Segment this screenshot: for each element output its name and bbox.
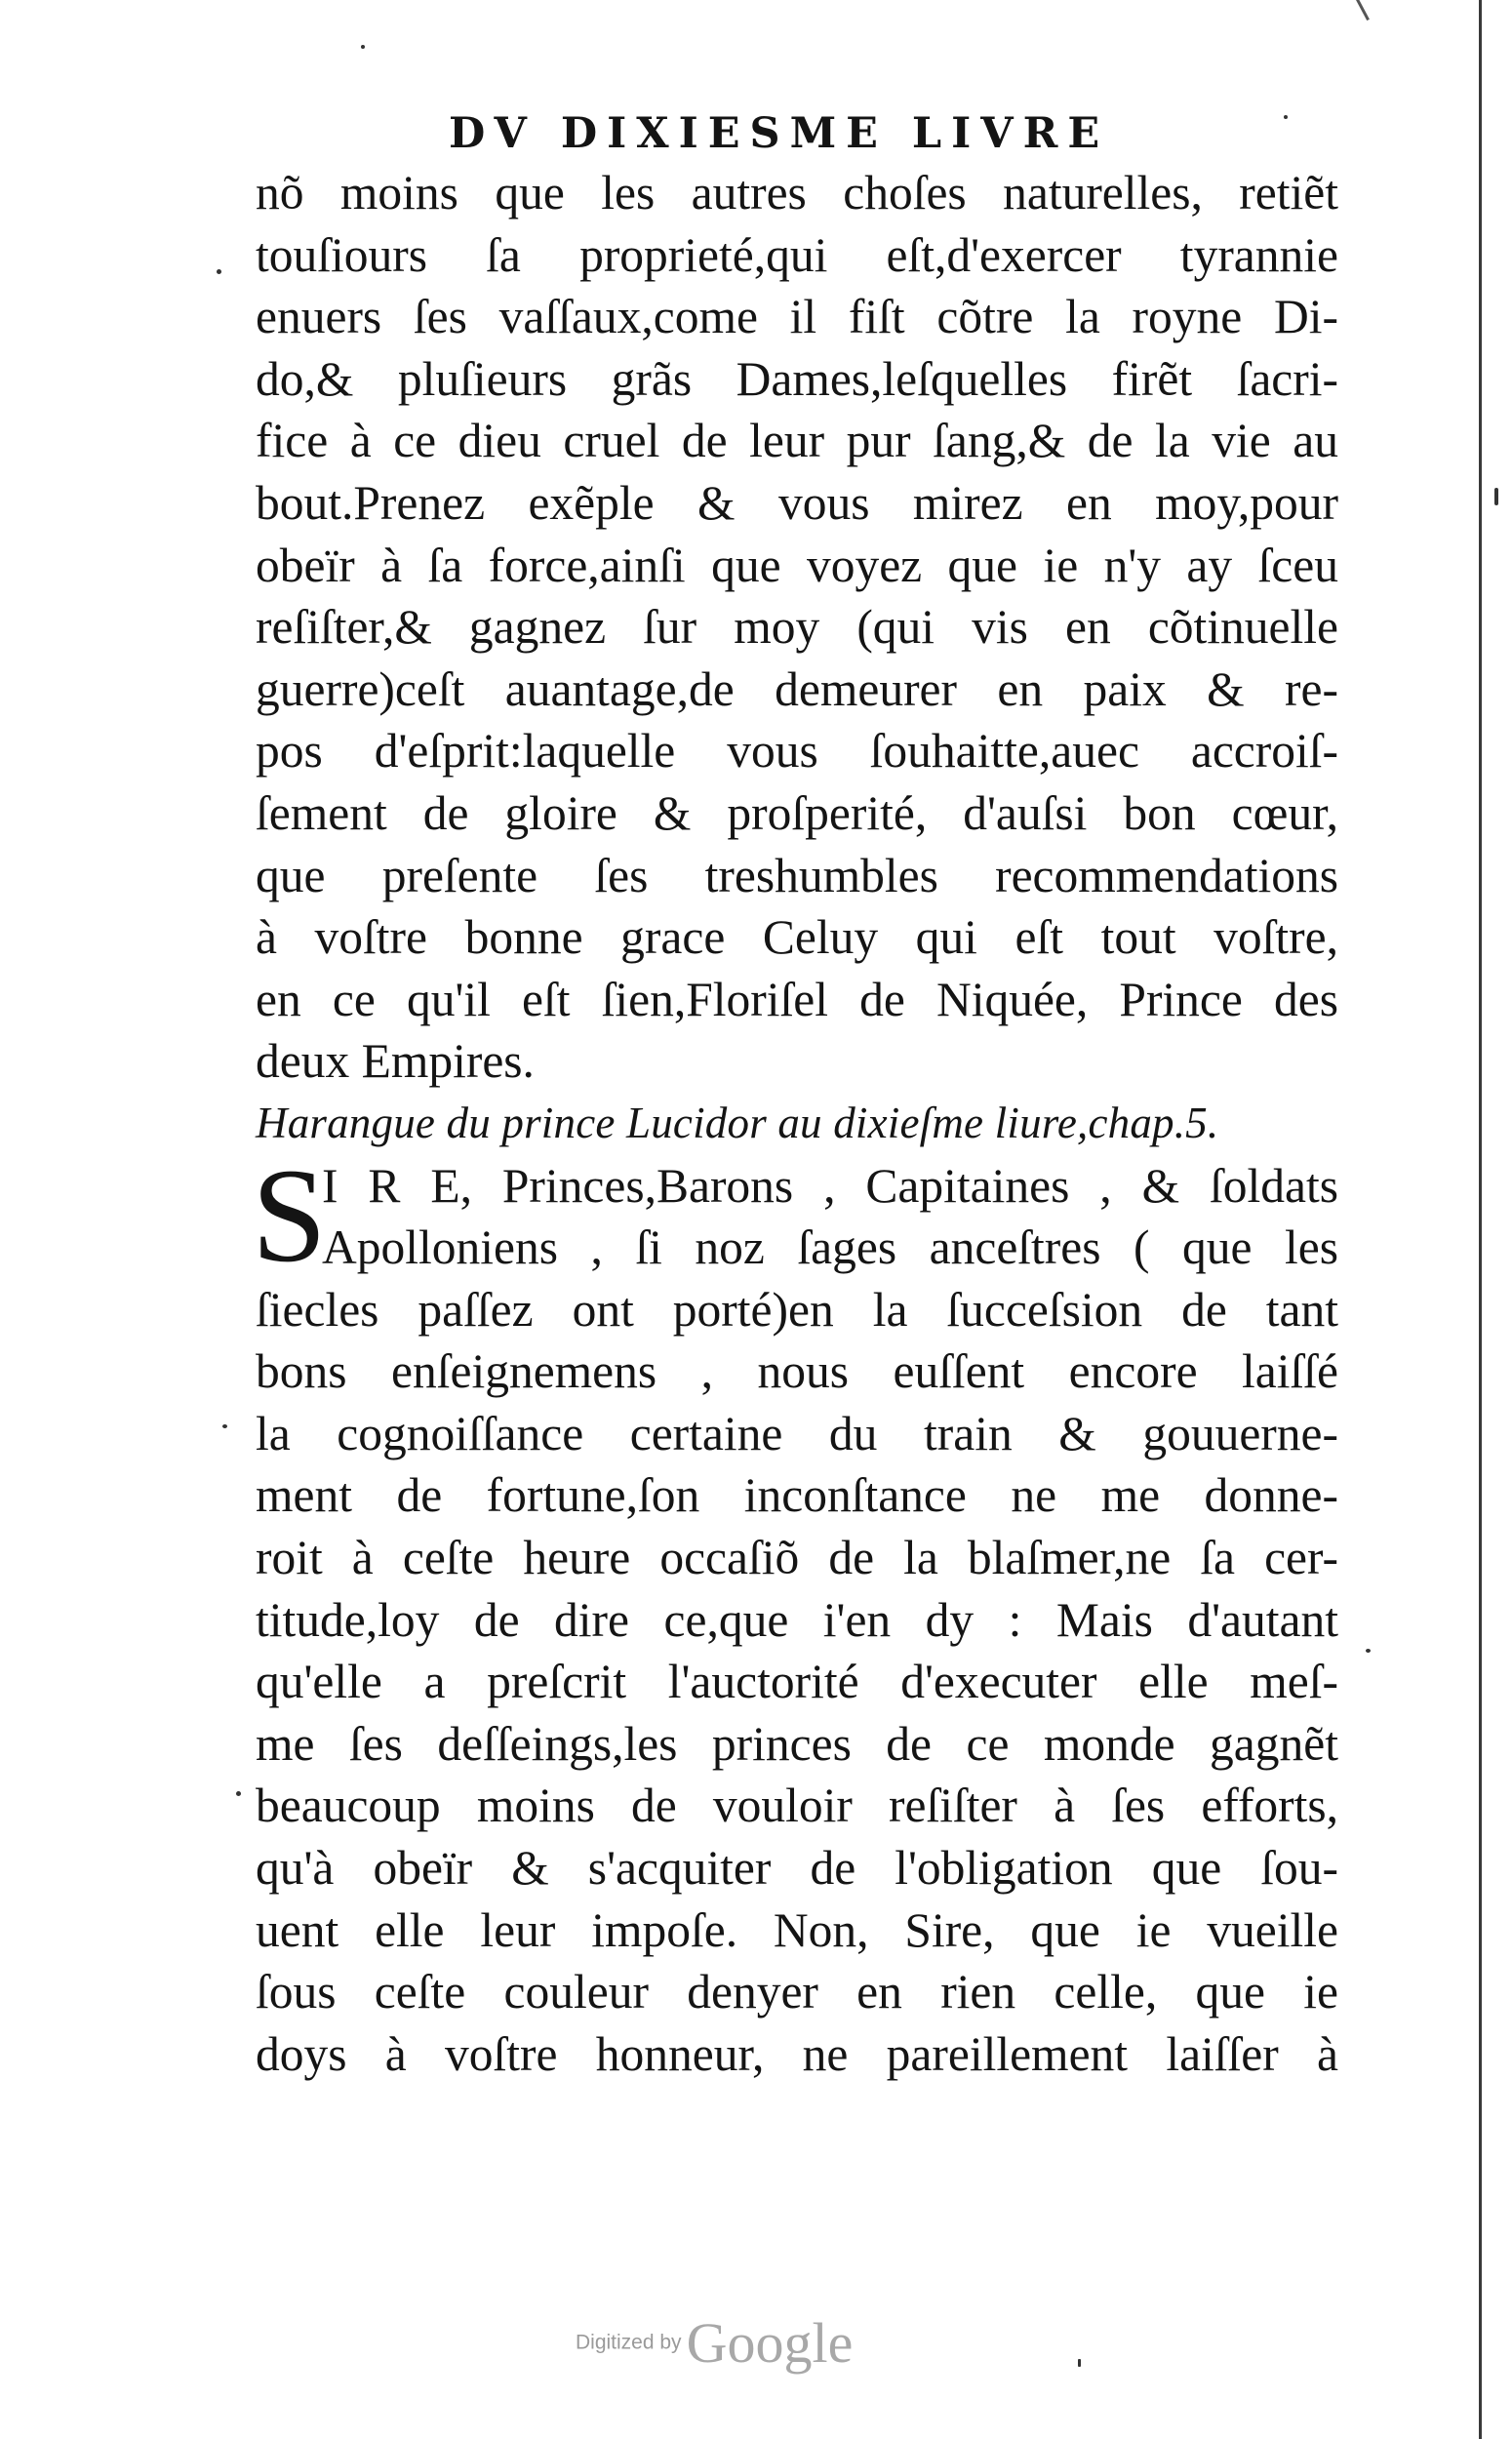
ink-speck	[1366, 1649, 1371, 1653]
ink-speck	[1078, 2359, 1081, 2367]
ink-speck	[222, 1424, 227, 1428]
drop-cap: S	[252, 1140, 327, 1290]
corner-mark	[1355, 0, 1370, 20]
body-text	[252, 162, 1338, 2085]
text-line: do,& pluſieurs grãs Dames,leſquelles firẽt ſacri-	[256, 351, 1338, 406]
text-line: Apolloniens , ſi noz ſages anceſtres ( que les	[322, 1220, 1338, 1275]
text-line: ſiecles paſſez ont porté)en la ſucceſsion de tant	[256, 1282, 1338, 1337]
text-line: en ce qu'il eſt ſien,Floriſel de Niquée, Prince des	[256, 972, 1338, 1026]
digitized-watermark	[576, 2310, 853, 2376]
text-line: deux Empires.	[256, 1034, 535, 1089]
text-line: bons enſeignemens , nous euſſent encore laiſſé	[256, 1344, 1338, 1399]
text-line: qu'à obeïr & s'acquiter de l'obligation que ſou-	[256, 1841, 1338, 1896]
text-line: doys à voſtre honneur, ne pareillement laiſſer à	[256, 2026, 1338, 2081]
text-line: I R E, Princes,Barons , Capitaines , & ſoldats	[322, 1158, 1338, 1213]
text-line: enuers ſes vaſſaux,come il fiſt cõtre la royne Di-	[256, 290, 1338, 344]
text-line: titude,loy de dire ce,que i'en dy : Mais d'autant	[256, 1592, 1338, 1647]
ink-speck	[1494, 488, 1498, 505]
chapter-heading: Harangue du prince Lucidor au dixieſme liure,chap.5.	[256, 1098, 1219, 1147]
dropcap-paragraph	[252, 1140, 1338, 1290]
text-line: fice à ce dieu cruel de leur pur ſang,& de la vie au	[256, 414, 1338, 468]
text-line: que preſente ſes treshumbles recommendations	[256, 848, 1338, 902]
text-line: qu'elle a preſcrit l'auctorité d'executer elle meſ-	[256, 1655, 1338, 1709]
watermark-prefix: Digitized by	[576, 2331, 682, 2354]
text-line: nõ moins que les autres choſes naturelles, retiẽt	[256, 166, 1338, 220]
text-line: à voſtre bonne grace Celuy qui eſt tout voſtre,	[256, 910, 1338, 965]
text-line: pos d'eſprit:laquelle vous ſouhaitte,auec accroiſ-	[256, 724, 1338, 779]
watermark-brand: Google	[686, 2311, 854, 2375]
page-edge-rule	[1479, 0, 1482, 2439]
text-line: bout.Prenez exẽple & vous mirez en moy,pour	[256, 475, 1338, 530]
text-line: ſous ceſte couleur denyer en rien celle, que ie	[256, 1965, 1338, 2019]
text-line: roit à ceſte heure occaſiõ de la blaſmer,ne ſa cer-	[256, 1531, 1338, 1585]
ink-speck	[217, 269, 221, 274]
running-head: DV DIXIESME LIVRE	[449, 109, 1110, 158]
text-line: me ſes deſſeings,les princes de ce monde gagnẽt	[256, 1716, 1338, 1771]
text-line: obeïr à ſa force,ainſi que voyez que ie n'y ay ſceu	[256, 538, 1338, 592]
ink-speck	[236, 1791, 241, 1796]
text-line: guerre)ceſt auantage,de demeurer en paix & re-	[256, 661, 1338, 716]
text-line: ment de fortune,ſon inconſtance ne me donne-	[256, 1468, 1338, 1523]
text-line: uent elle leur impoſe. Non, Sire, que ie vueille	[256, 1902, 1338, 1957]
ink-speck	[361, 45, 365, 49]
text-line: la cognoiſſance certaine du train & gouuerne-	[256, 1406, 1338, 1460]
text-line: touſiours ſa proprieté,qui eſt,d'exercer tyrannie	[256, 227, 1338, 282]
text-line: ſement de gloire & proſperité, d'auſsi bon cœur,	[256, 785, 1338, 840]
text-line: beaucoup moins de vouloir reſiſter à ſes efforts,	[256, 1779, 1338, 1833]
text-line: reſiſter,& gagnez ſur moy (qui vis en cõtinuelle	[256, 600, 1338, 655]
